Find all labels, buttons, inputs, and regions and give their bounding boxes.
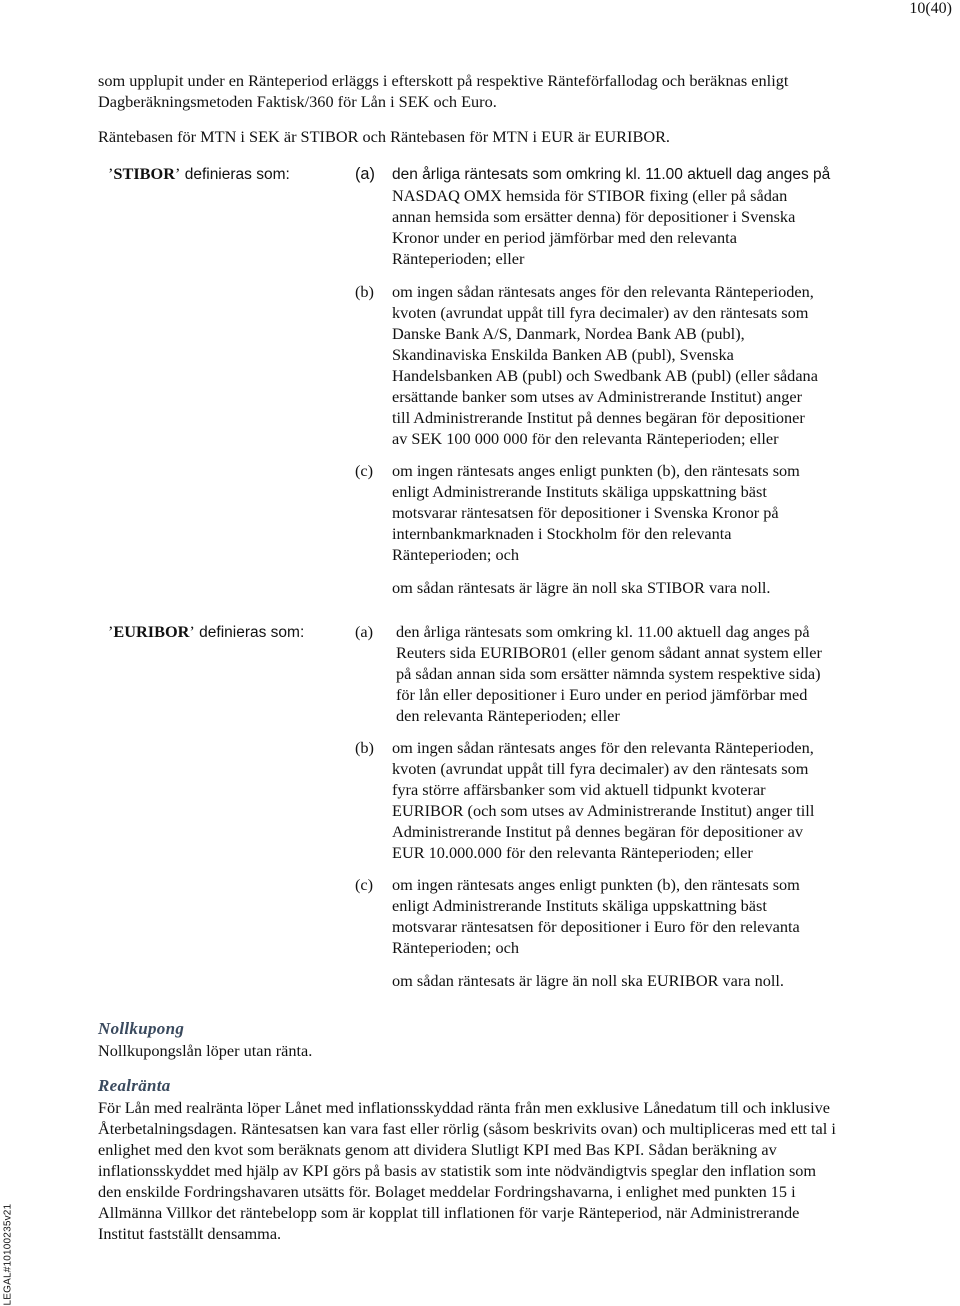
clause-letter: (a) [355,165,375,183]
text-line: internbankmarknaden i Stockholm för den relevanta [392,524,732,543]
text-line: Administrerande Institut på dennes begäran för depositioner av [392,822,803,841]
text-line: Återbetalningsdagen. Räntesatsen kan vara fast eller rörlig (såsom beskrivits ovan) och multipliceras med ett tal i [98,1119,836,1138]
text-line: om ingen räntesats anges enligt punkten (b), den räntesats som [392,461,800,480]
text-line: Handelsbanken AB (publ) och Swedbank AB (publ) (eller sådana [392,366,818,385]
euribor-clause-b [392,737,814,863]
definition-label: definieras som: [180,166,290,183]
clause-letter: (b) [355,738,374,757]
euribor-term: EURIBOR [113,622,190,641]
text-line: annan hemsida som ersätter denna) för depositioner i Svenska [392,207,796,226]
text-line: enligt Administrerande Instituts skäliga uppskattning bäst [392,896,767,915]
text-line: Danske Bank A/S, Danmark, Nordea Bank AB (publ), [392,324,745,343]
text-line: För Lån med realränta löper Lånet med inflationsskyddad ränta från men exklusive Lånedatum till och inklusive [98,1098,830,1117]
text-line: av SEK 100 000 000 för den relevanta Ränteperioden; eller [392,429,779,448]
nollkupong-heading: Nollkupong [98,1019,185,1038]
text-line: Skandinaviska Enskilda Banken AB (publ), Svenska [392,345,734,364]
clause-letter: (b) [355,282,374,301]
euribor-definition-heading: ’EURIBOR’ definieras som: [108,622,305,641]
text-line: den enskilde Fordringshavaren utsätts för. Bolaget meddelar Fordringshavarna, i enlighet med punkten 15 i [98,1182,796,1201]
text-line: Ränteperioden; och [392,545,520,564]
text-line: EUR 10.000.000 för den relevanta Ränteperioden; eller [392,843,753,862]
clause-letter: (c) [355,461,374,480]
text-line: Ränteperioden; eller [392,249,525,268]
intro-paragraph [98,70,788,112]
text-line: kvoten (avrundat uppåt till fyra decimaler) av den räntesats som [392,759,809,778]
text-line: inflationsskyddet med hjälp av KPI görs på basis av statistik som inte nödvändigtvis speglar den inflation som [98,1161,817,1180]
text-line: för lån eller depositioner i Euro under en period jämförbar med [396,685,808,704]
text-line: Reuters sida EURIBOR01 (eller genom sådant annat system eller [396,643,822,662]
text-line: Ränteperioden; och [392,938,520,957]
text-line: om ingen sådan räntesats anges för den relevanta Ränteperioden, [392,282,814,301]
text-line: fyra större affärsbanker som vid aktuell tidpunkt kvoterar [392,780,766,799]
text-line: kvoten (avrundat uppåt till fyra decimaler) av den räntesats som [392,303,809,322]
euribor-clause-c [392,874,800,958]
text-line: EURIBOR (och som utses av Administrerande Institut) anger till [392,801,815,820]
text-line: Allmänna Villkor det räntebelopp som är kopplat till inflationen för varje Ränteperiod, när Administrerande [98,1203,800,1222]
stibor-definition-heading: ’STIBOR’ definieras som: [108,164,290,183]
text-line: om ingen sådan räntesats anges för den relevanta Ränteperioden, [392,738,814,757]
stibor-floor-clause: om sådan räntesats är lägre än noll ska STIBOR vara noll. [392,578,771,597]
euribor-clause-a [396,621,822,726]
page-number: 10(40) [909,0,952,17]
text-line: den årliga räntesats som omkring kl. 11.00 aktuell dag anges på [392,166,831,183]
text-line: motsvarar räntesatsen för depositioner i Euro för den relevanta [392,917,800,936]
stibor-clause-a [392,164,830,269]
text-line: till Administrerande Institut på dennes begäran för depositioner [392,408,805,427]
document-reference: LEGAL#10100235v21 [2,1203,14,1306]
text-line: den relevanta Ränteperioden; eller [396,706,620,725]
clause-letter: (c) [355,875,374,894]
text-line: ersättande banker som utses av Administrerande Institut) anger [392,387,803,406]
text-line: NASDAQ OMX hemsida för STIBOR fixing (eller på sådan [392,186,788,205]
nollkupong-text: Nollkupongslån löper utan ränta. [98,1041,313,1060]
text-line: den årliga räntesats som omkring kl. 11.00 aktuell dag anges på [396,622,810,641]
clause-letter: (a) [355,622,374,641]
stibor-term: STIBOR [113,164,175,183]
text-line: motsvarar räntesatsen för depositioner i Svenska Kronor på [392,503,779,522]
text-line: om ingen räntesats anges enligt punkten (b), den räntesats som [392,875,800,894]
text-line: enlighet med den kvot som beräknats genom att dividera Slutligt KPI med Bas KPI. Sådan beräkning av [98,1140,777,1159]
text-line: Institut fastställt densamma. [98,1224,282,1243]
stibor-clause-b [392,281,818,449]
euribor-floor-clause: om sådan räntesats är lägre än noll ska EURIBOR vara noll. [392,971,784,990]
realranta-heading: Realränta [98,1076,171,1095]
text-line: som upplupit under en Ränteperiod erläggs i efterskott på respektive Ränteförfallodag och beräknas enligt [98,71,789,90]
rate-basis-paragraph: Räntebasen för MTN i SEK är STIBOR och Räntebasen för MTN i EUR är EURIBOR. [98,127,671,146]
text-line: enligt Administrerande Instituts skäliga uppskattning bäst [392,482,767,501]
text-line: Kronor under en period jämförbar med den relevanta [392,228,737,247]
text-line: Dagberäkningsmetoden Faktisk/360 för Lån i SEK och Euro. [98,92,497,111]
definition-label: definieras som: [194,624,305,641]
stibor-clause-c [392,460,800,565]
text-line: på sådan annan sida som ersätter nämnda system respektive sida) [396,664,821,683]
realranta-paragraph [98,1097,836,1244]
